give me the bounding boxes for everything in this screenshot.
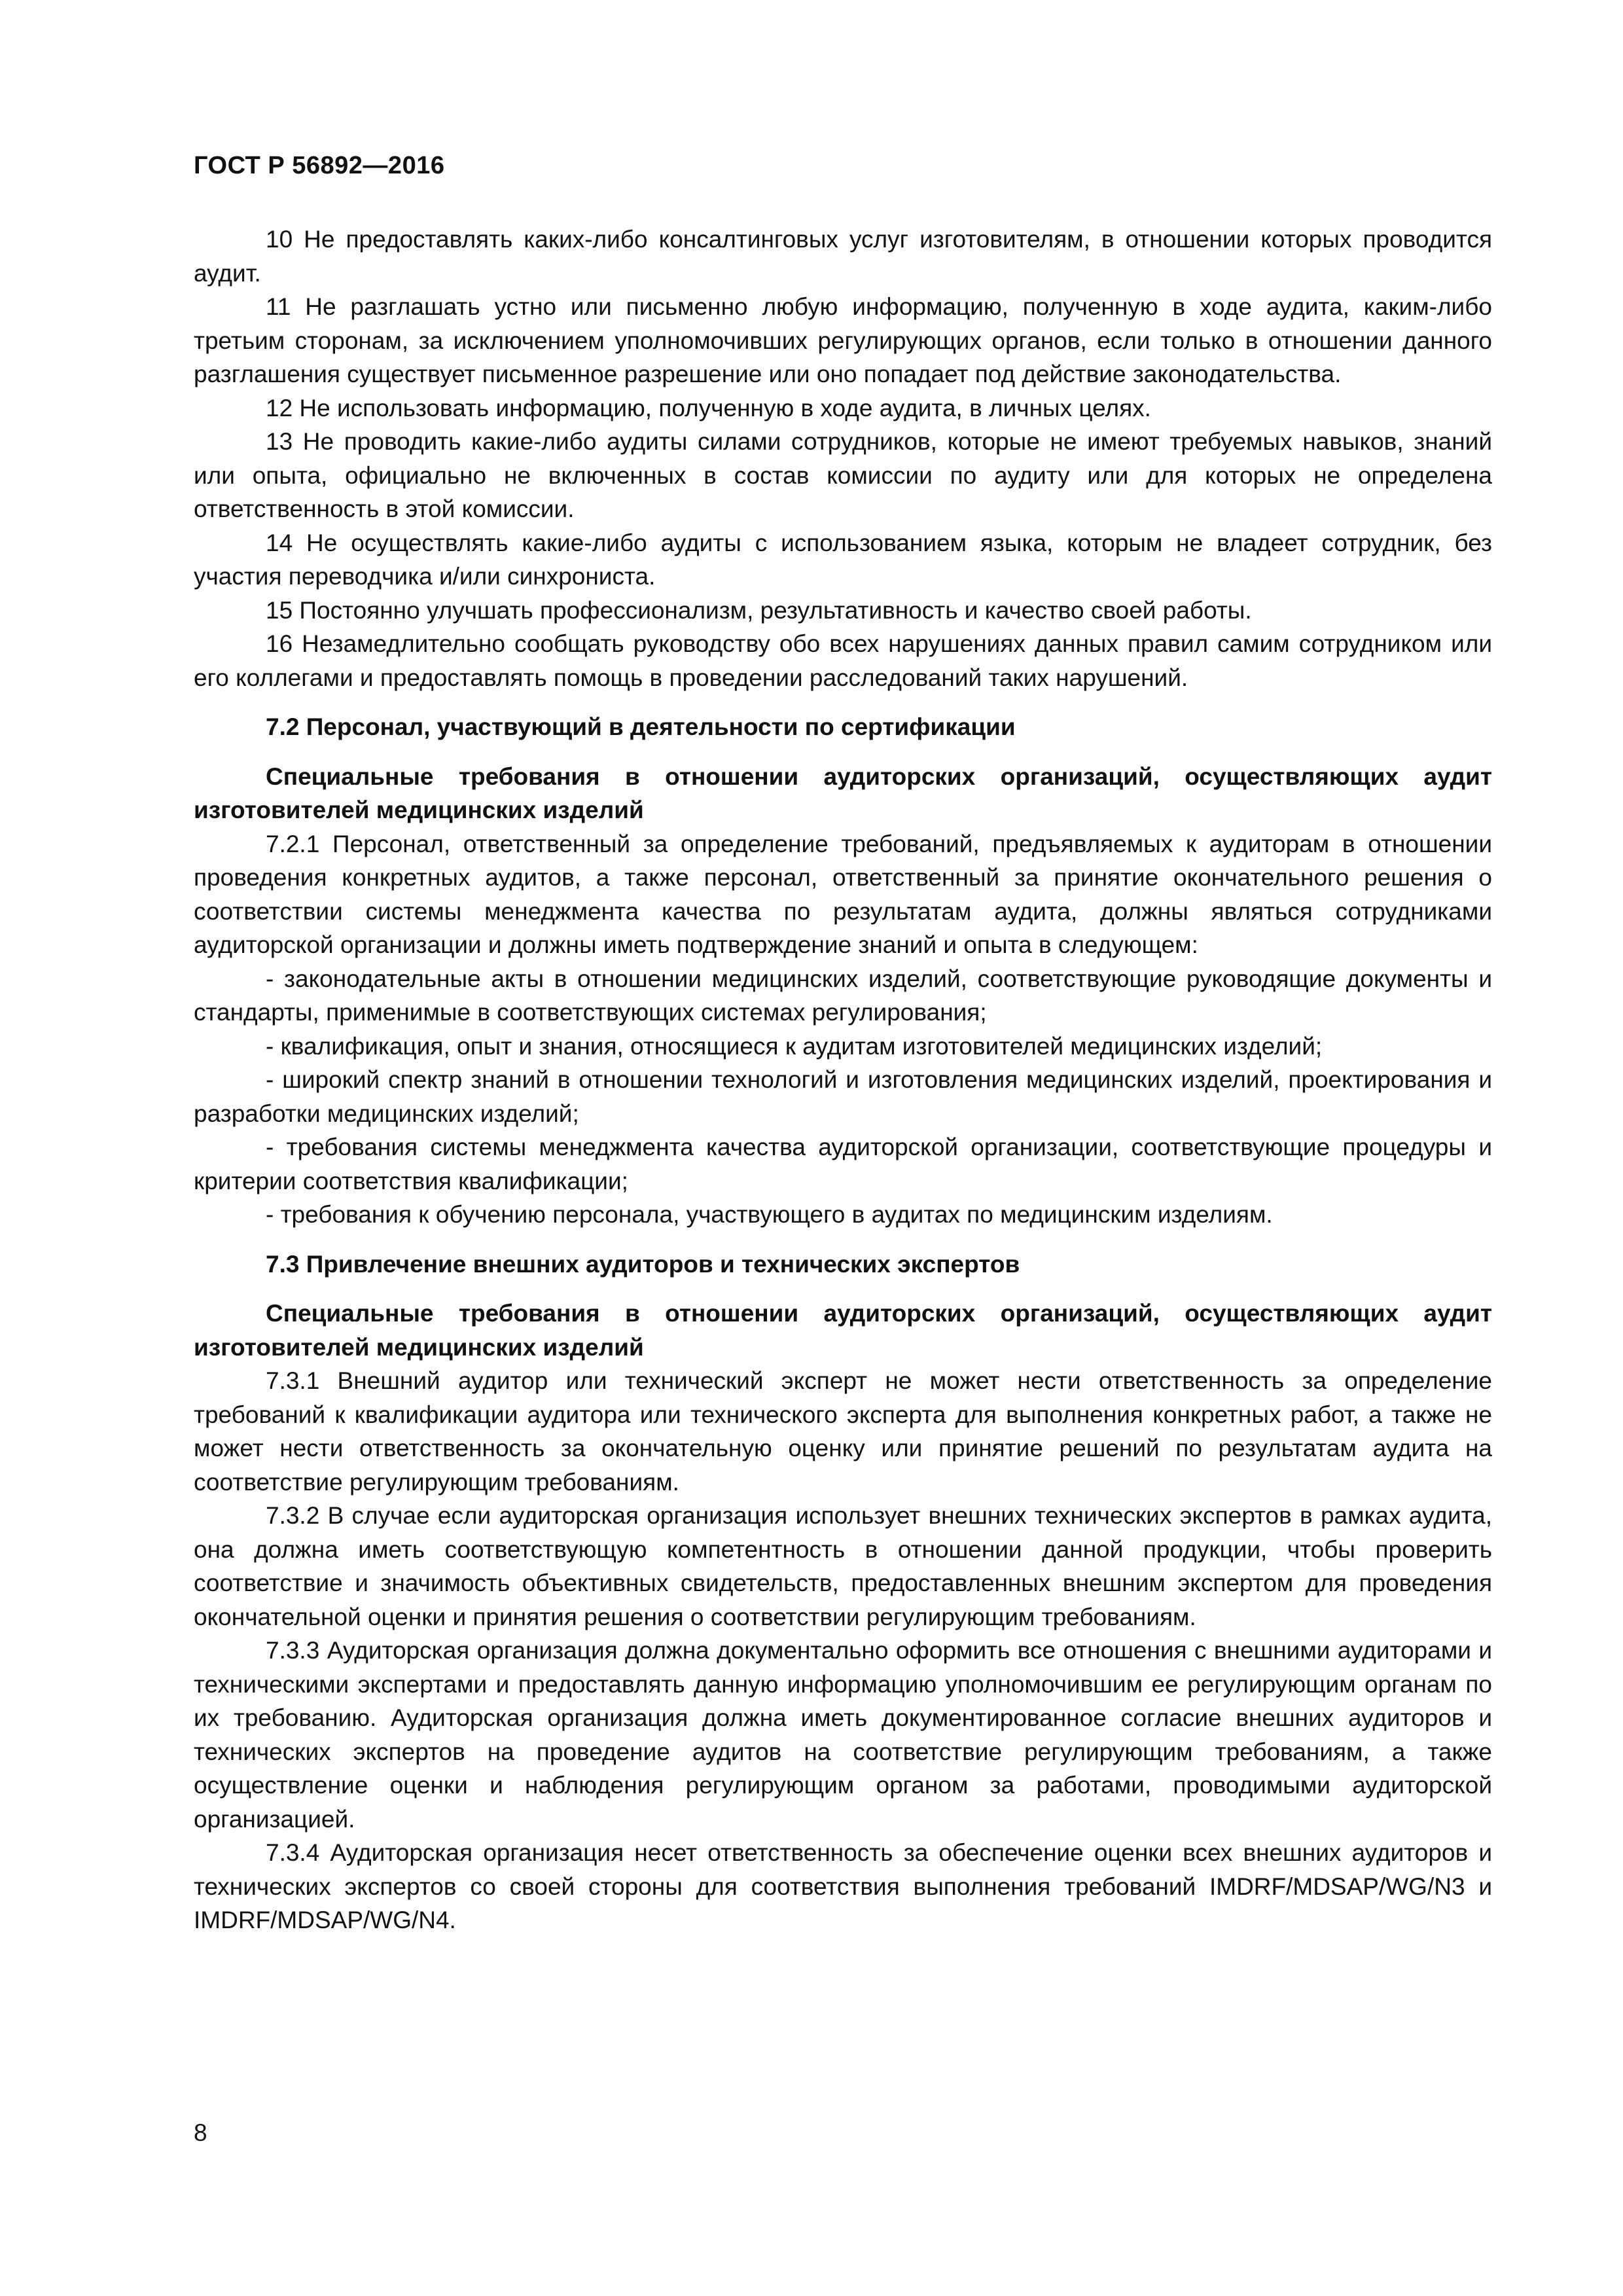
rule-item-12: 12 Не использовать информацию, полученную в ходе аудита, в личных целях. bbox=[266, 394, 1151, 422]
rule-item-15: 15 Постоянно улучшать профессионализм, результативность и качество своей работы. bbox=[266, 596, 1252, 624]
section-7-3 bbox=[194, 1247, 1492, 1937]
rule-item-10: 10 Не предоставлять каких-либо консалтинговых услуг изготовителям, в отношении которых проводится аудит. bbox=[194, 226, 1492, 287]
clause-7-3-4: 7.3.4 Аудиторская организация несет ответственность за обеспечение оценки всех внешних аудиторов и технических экспертов со своей стороны для соответствия выполнения требований IMDRF/MDSAP/WG/N3 и IMDRF/MDSAP/WG/N4. bbox=[194, 1839, 1492, 1933]
rule-item-14: 14 Не осуществлять какие-либо аудиты с использованием языка, которым не владеет сотрудник, без участия переводчика и/или синхрониста. bbox=[194, 529, 1492, 590]
list-item: - квалификация, опыт и знания, относящиеся к аудитам изготовителей медицинских изделий; bbox=[266, 1032, 1323, 1060]
section-7-2 bbox=[194, 710, 1492, 1232]
section-7-2-subtitle: Специальные требования в отношении аудиторских организаций, осуществляющих аудит изготовителей медицинских изделий bbox=[194, 762, 1492, 823]
clause-7-2-1: 7.2.1 Персонал, ответственный за определение требований, предъявляемых к аудиторам в отношении проведения конкретных аудитов, а также персонал, ответственный за принятие окончательного решения о соответствии системы менеджмента качества по результатам аудита, должны являться сотрудниками аудиторской организации и должны иметь подтверждение знаний и опыта в следующем: bbox=[194, 830, 1492, 958]
clause-7-3-2: 7.3.2 В случае если аудиторская организация использует внешних технических экспертов в рамках аудита, она должна иметь соответствующую компетентность в отношении данной продукции, чтобы проверить соответствие и значимость объективных свидетельств, предоставленных внешним экспертом для проведения окончательной оценки и принятия решения о соответствии регулирующим требованиям. bbox=[194, 1502, 1492, 1630]
rules-list bbox=[194, 223, 1492, 694]
rule-item-13: 13 Не проводить какие-либо аудиты силами сотрудников, которые не имеют требуемых навыков, знаний или опыта, официально не включенных в состав комиссии по аудиту или для которых не определена ответственность в этой комиссии. bbox=[194, 428, 1492, 522]
section-7-3-title: 7.3 Привлечение внешних аудиторов и технических экспертов bbox=[266, 1250, 1020, 1278]
list-item: - широкий спектр знаний в отношении технологий и изготовления медицинских изделий, проектирования и разработки медицинских изделий; bbox=[194, 1066, 1492, 1127]
rule-item-16: 16 Незамедлительно сообщать руководству обо всех нарушениях данных правил самим сотрудником или его коллегами и предоставлять помощь в проведении расследований таких нарушений. bbox=[194, 630, 1492, 691]
section-7-2-title: 7.2 Персонал, участвующий в деятельности по сертификации bbox=[266, 713, 1016, 740]
clause-7-3-1: 7.3.1 Внешний аудитор или технический эксперт не может нести ответственность за определение требований к квалификации аудитора или технического эксперта для выполнения конкретных работ, а также не может нести ответственность за окончательную оценку или принятие решений по результатам аудита на соответствие регулирующим требованиям. bbox=[194, 1367, 1492, 1496]
section-7-3-subtitle: Специальные требования в отношении аудиторских организаций, осуществляющих аудит изготовителей медицинских изделий bbox=[194, 1300, 1492, 1361]
clause-7-3-3: 7.3.3 Аудиторская организация должна документально оформить все отношения с внешними аудиторами и техническими экспертами и предоставлять данную информацию уполномочившим ее регулирующим органам по их требованию. Аудиторская организация должна иметь документированное согласие внешних аудиторов и технических экспертов на проведение аудитов на соответствие регулирующим требованиям, а также осуществление оценки и наблюдения регулирующим органом за работами, проводимыми аудиторской организацией. bbox=[194, 1637, 1492, 1833]
page-content bbox=[194, 223, 1492, 1937]
page-number: 8 bbox=[194, 2119, 207, 2146]
list-item: - требования к обучению персонала, участвующего в аудитах по медицинским изделиям. bbox=[266, 1201, 1273, 1228]
list-item: - требования системы менеджмента качества аудиторской организации, соответствующие процедуры и критерии соответствия квалификации; bbox=[194, 1134, 1492, 1194]
list-item: - законодательные акты в отношении медицинских изделий, соответствующие руководящие документы и стандарты, применимые в соответствующих системах регулирования; bbox=[194, 965, 1492, 1026]
standard-designation: ГОСТ Р 56892—2016 bbox=[194, 152, 445, 179]
rule-item-11: 11 Не разглашать устно или письменно любую информацию, полученную в ходе аудита, каким-либо третьим сторонам, за исключением уполномочивших регулирующих органов, если только в отношении данного разглашения существует письменное разрешение или оно попадает под действие законодательства. bbox=[194, 293, 1492, 387]
